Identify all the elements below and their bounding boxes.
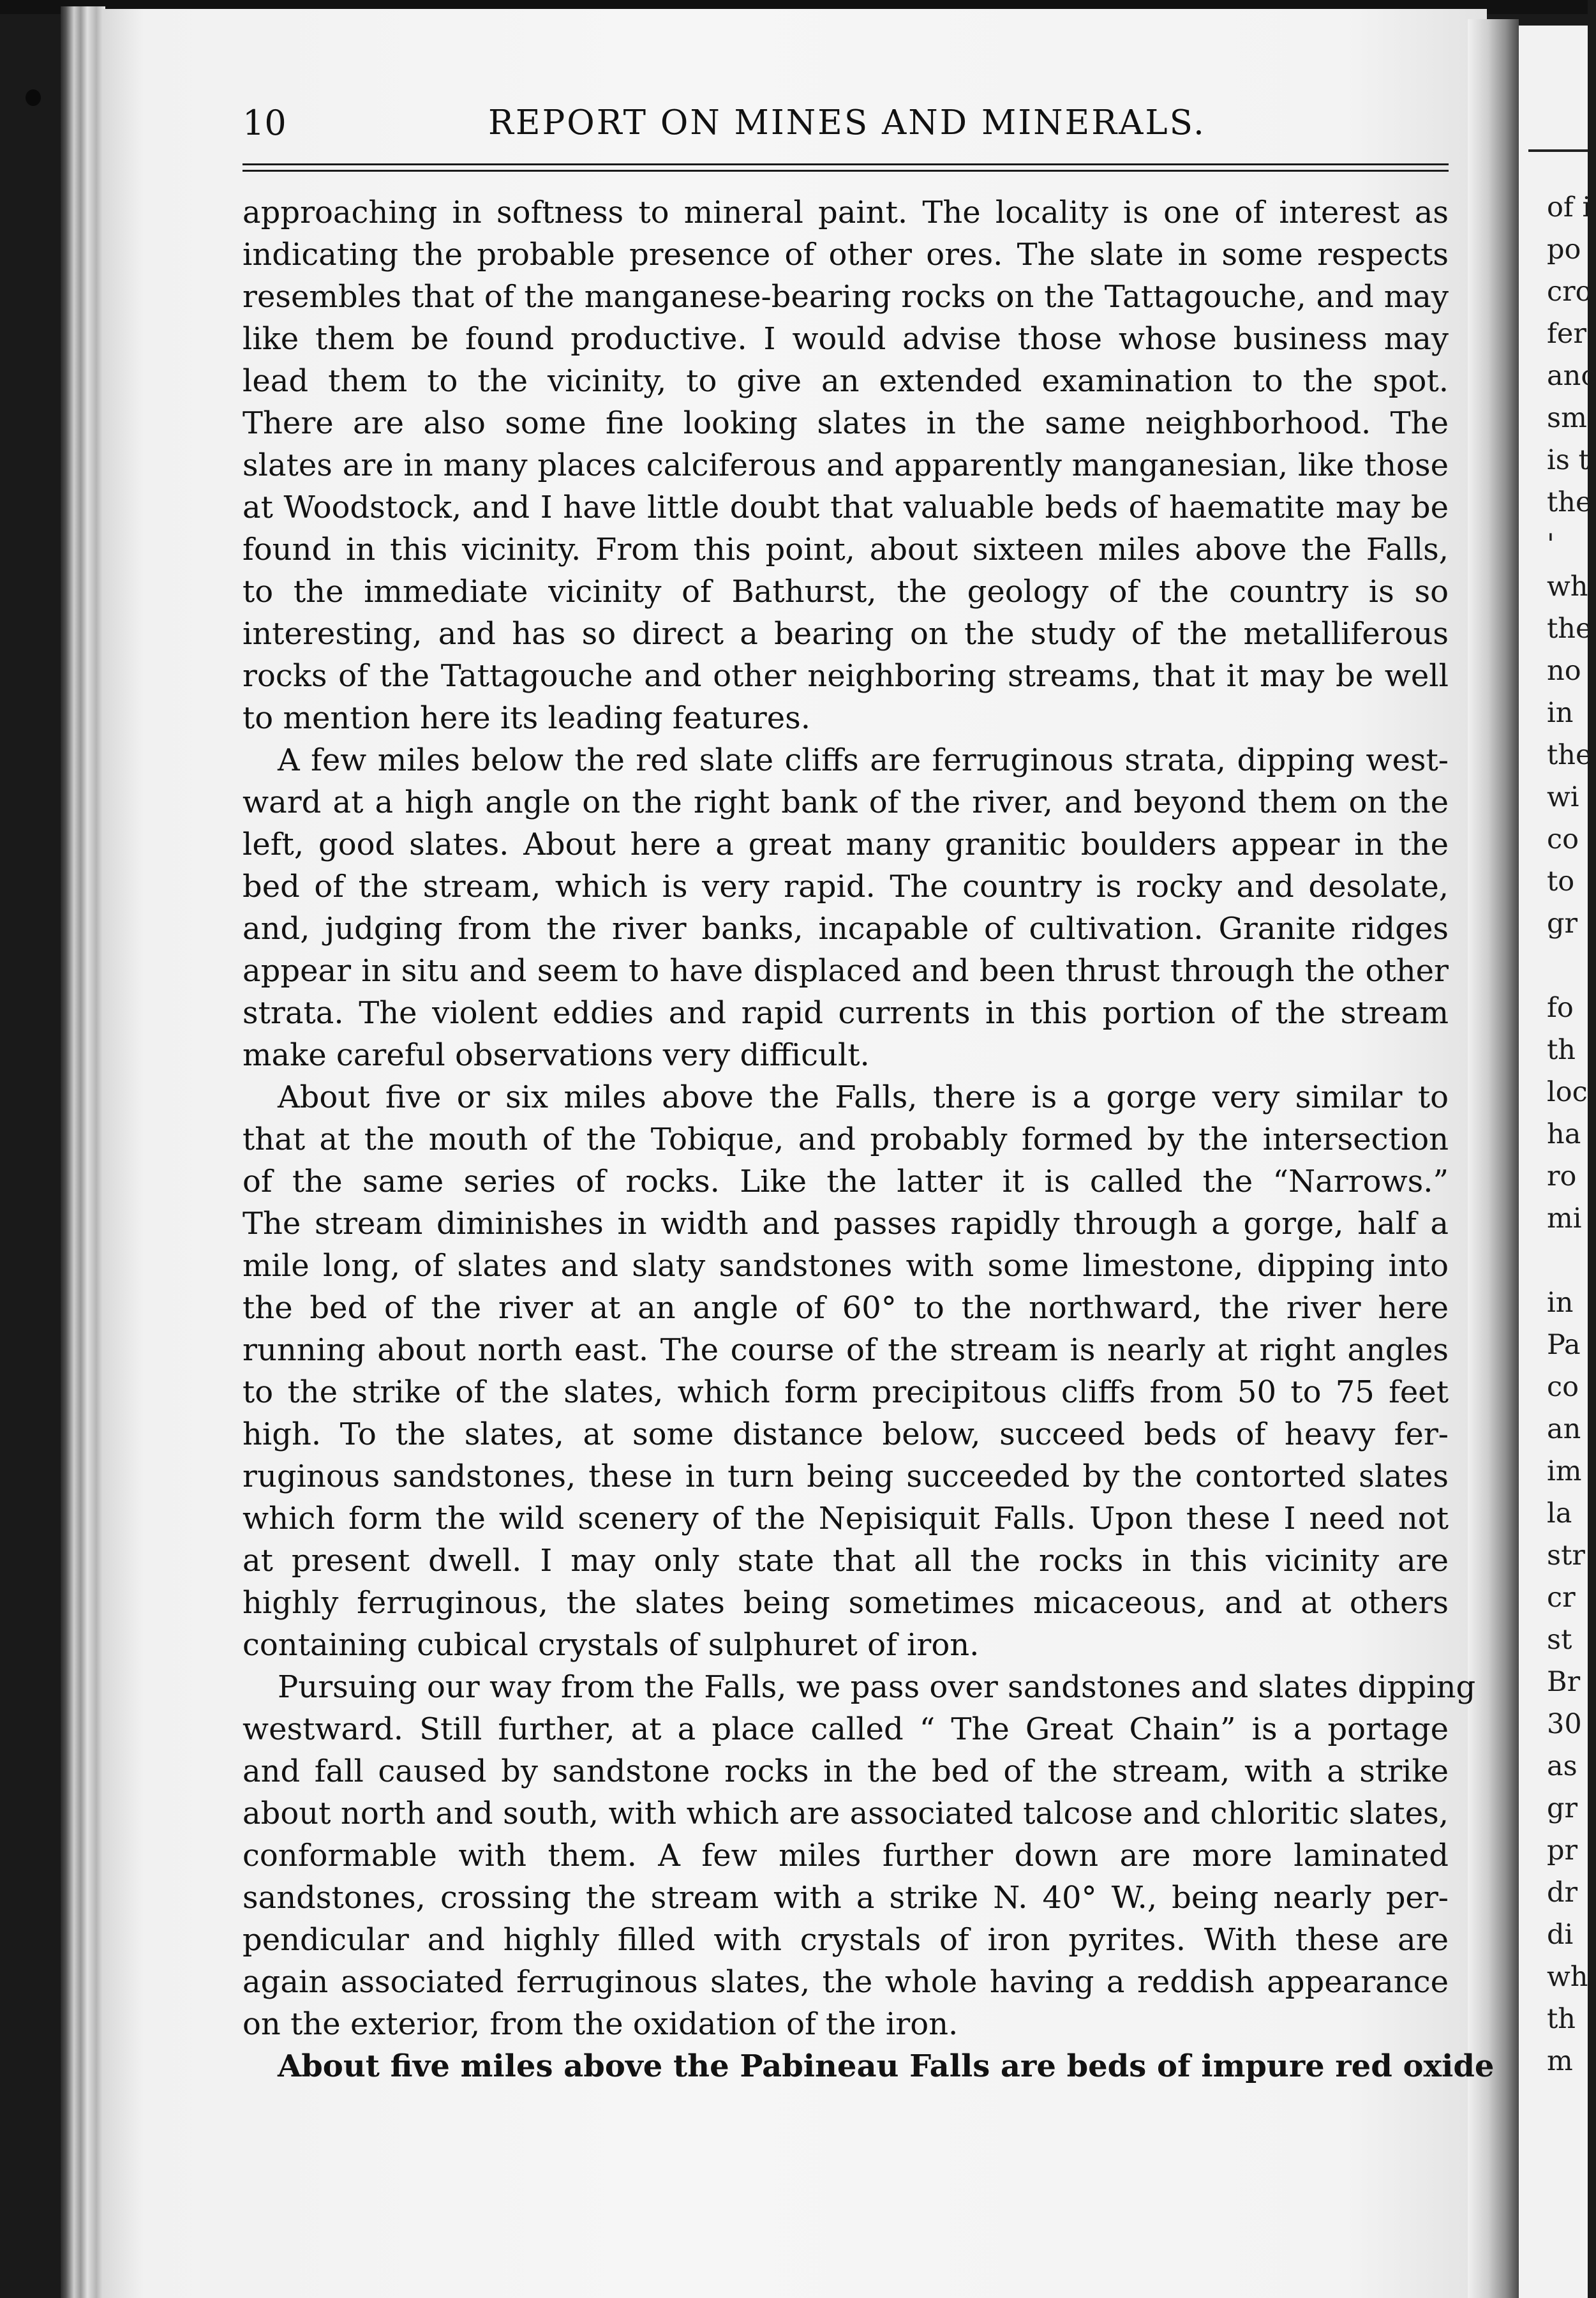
text-line: ward at a high angle on the right bank of the river, and beyond them on the bbox=[242, 785, 1449, 820]
running-head bbox=[242, 101, 1449, 146]
facing-page-line: sm bbox=[1547, 402, 1587, 434]
text-line: strata. The violent eddies and rapid currents in this portion of the stream bbox=[242, 995, 1449, 1031]
facing-page-line: co bbox=[1547, 823, 1579, 855]
header-rule-bottom bbox=[242, 170, 1449, 172]
text-line: at Woodstock, and I have little doubt that valuable beds of haematite may be bbox=[242, 490, 1449, 525]
text-line: resembles that of the manganese-bearing rocks on the Tattagouche, and may bbox=[242, 279, 1449, 315]
text-line: found in this vicinity. From this point, about sixteen miles above the Falls, bbox=[242, 532, 1449, 567]
facing-page-line: is t bbox=[1547, 444, 1590, 476]
text-line: interesting, and has so direct a bearing on the study of the metalliferous bbox=[242, 616, 1449, 652]
book-spine bbox=[61, 6, 105, 2298]
facing-page-line: fer bbox=[1547, 318, 1586, 350]
text-line: again associated ferruginous slates, the whole having a reddish appearance bbox=[242, 1964, 1449, 2000]
text-line: lead them to the vicinity, to give an extended examination to the spot. bbox=[242, 363, 1449, 399]
text-line: westward. Still further, at a place called “ The Great Chain” is a portage bbox=[242, 1711, 1449, 1747]
facing-page-line: la bbox=[1547, 1498, 1572, 1529]
text-line: highly ferruginous, the slates being sometimes micaceous, and at others bbox=[242, 1585, 1449, 1621]
facing-page-line: to bbox=[1547, 866, 1575, 897]
text-line: The stream diminishes in width and passes rapidly through a gorge, half a bbox=[242, 1206, 1449, 1242]
facing-page-line: gr bbox=[1547, 908, 1578, 940]
text-line: left, good slates. About here a great many granitic boulders appear in the bbox=[242, 827, 1449, 862]
text-line: to the immediate vicinity of Bathurst, the geology of the country is so bbox=[242, 574, 1449, 610]
facing-page-line: cr bbox=[1547, 1582, 1576, 1614]
facing-page-line: in bbox=[1547, 1287, 1574, 1319]
facing-page-line: the bbox=[1547, 739, 1592, 771]
facing-page-line: Br bbox=[1547, 1666, 1581, 1698]
text-line: bed of the stream, which is very rapid. The country is rocky and desolate, bbox=[242, 869, 1449, 905]
facing-page-line: an bbox=[1547, 1413, 1581, 1445]
text-line: rocks of the Tattagouche and other neighboring streams, that it may be well bbox=[242, 658, 1449, 694]
facing-page-line: 30 bbox=[1547, 1708, 1582, 1740]
text-line: sandstones, crossing the stream with a strike N. 40° W., being nearly per- bbox=[242, 1880, 1449, 1916]
margin-ink-spot bbox=[26, 89, 41, 106]
facing-page-line: po bbox=[1547, 234, 1581, 266]
text-line: ruginous sandstones, these in turn being succeeded by the contorted slates bbox=[242, 1459, 1449, 1494]
text-line: high. To the slates, at some distance below, succeed beds of heavy fer- bbox=[242, 1416, 1449, 1452]
facing-page-line: no bbox=[1547, 655, 1581, 687]
text-line: conformable with them. A few miles further down are more laminated bbox=[242, 1838, 1449, 1874]
facing-page-line: anc bbox=[1547, 360, 1596, 392]
text-line: indicating the probable presence of other ores. The slate in some respects bbox=[242, 237, 1449, 273]
facing-page-line: m bbox=[1547, 2045, 1573, 2077]
text-line: About five or six miles above the Falls, there is a gorge very similar to bbox=[278, 1079, 1449, 1115]
text-line: the bed of the river at an angle of 60° to the northward, the river here bbox=[242, 1290, 1449, 1326]
text-line: to the strike of the slates, which form precipitous cliffs from 50 to 75 feet bbox=[242, 1374, 1449, 1410]
facing-page-line: Pa bbox=[1547, 1329, 1581, 1361]
text-line: and, judging from the river banks, incapable of cultivation. Granite ridges bbox=[242, 911, 1449, 947]
text-line: like them be found productive. I would advise those whose business may bbox=[242, 321, 1449, 357]
text-line: There are also some fine looking slates in the same neighborhood. The bbox=[242, 405, 1449, 441]
facing-page-rule bbox=[1528, 149, 1588, 152]
facing-page-line: wh bbox=[1547, 1961, 1588, 1993]
facing-page-line: as bbox=[1547, 1750, 1577, 1782]
text-line: A few miles below the red slate cliffs are ferruginous strata, dipping west- bbox=[278, 742, 1449, 778]
text-line: at present dwell. I may only state that all the rocks in this vicinity are bbox=[242, 1543, 1449, 1579]
facing-page-line: di bbox=[1547, 1919, 1574, 1951]
facing-page-line: fo bbox=[1547, 992, 1574, 1024]
body-text bbox=[242, 192, 1495, 2087]
facing-page-line: ro bbox=[1547, 1160, 1577, 1192]
text-line: running about north east. The course of the stream is nearly at right angles bbox=[242, 1332, 1449, 1368]
facing-page-line: ha bbox=[1547, 1118, 1581, 1150]
facing-page-line: im bbox=[1547, 1455, 1582, 1487]
text-line: Pursuing our way from the Falls, we pass over sandstones and slates dipping bbox=[278, 1669, 1476, 1705]
facing-page-line: wi bbox=[1547, 781, 1579, 813]
page-gutter-fold bbox=[1468, 19, 1519, 2298]
facing-page-line: wh bbox=[1547, 571, 1588, 603]
facing-page-line: ' bbox=[1547, 529, 1555, 560]
text-line: slates are in many places calciferous and apparently manganesian, like those bbox=[242, 447, 1449, 483]
text-line: pendicular and highly filled with crystals of iron pyrites. With these are bbox=[242, 1922, 1449, 1958]
running-title: REPORT ON MINES AND MINERALS. bbox=[488, 103, 1206, 142]
facing-page-line: str bbox=[1547, 1540, 1585, 1572]
text-line: of the same series of rocks. Like the latter it is called the “Narrows.” bbox=[242, 1164, 1449, 1199]
facing-page-line: gr bbox=[1547, 1792, 1578, 1824]
text-line: which form the wild scenery of the Nepisiquit Falls. Upon these I need not bbox=[242, 1501, 1449, 1536]
facing-page-line: co bbox=[1547, 1371, 1579, 1403]
facing-page-line: the bbox=[1547, 613, 1592, 645]
text-line: appear in situ and seem to have displaced and been thrust through the other bbox=[242, 953, 1449, 989]
facing-page-line: st bbox=[1547, 1624, 1572, 1656]
facing-page-line: th bbox=[1547, 1034, 1576, 1066]
text-line: and fall caused by sandstone rocks in the bed of the stream, with a strike bbox=[242, 1754, 1449, 1789]
text-line: containing cubical crystals of sulphuret of iron. bbox=[242, 1627, 980, 1663]
header-rule-top bbox=[242, 163, 1449, 165]
facing-page-line: th bbox=[1547, 2003, 1576, 2035]
text-line: that at the mouth of the Tobique, and probably formed by the intersection bbox=[242, 1122, 1449, 1157]
facing-page-line: in bbox=[1547, 697, 1574, 729]
facing-page-line: loc bbox=[1547, 1076, 1588, 1108]
facing-page-line: of i bbox=[1547, 192, 1592, 223]
text-line: to mention here its leading features. bbox=[242, 700, 811, 736]
facing-page-line: dr bbox=[1547, 1877, 1578, 1909]
text-line: mile long, of slates and slaty sandstones with some limestone, dipping into bbox=[242, 1248, 1449, 1284]
text-line: About five miles above the Pabineau Falls are beds of impure red oxide bbox=[278, 2048, 1495, 2084]
facing-page-line: the bbox=[1547, 486, 1592, 518]
page-number: 10 bbox=[242, 103, 287, 143]
text-line: about north and south, with which are associated talcose and chloritic slates, bbox=[242, 1796, 1449, 1831]
text-line: make careful observations very difficult. bbox=[242, 1037, 870, 1073]
facing-page-line: cro bbox=[1547, 276, 1592, 308]
facing-page-line: pr bbox=[1547, 1835, 1578, 1866]
facing-page-line: mi bbox=[1547, 1203, 1582, 1235]
text-line: on the exterior, from the oxidation of the iron. bbox=[242, 2006, 958, 2042]
text-line: approaching in softness to mineral paint. The locality is one of interest as bbox=[242, 195, 1449, 230]
